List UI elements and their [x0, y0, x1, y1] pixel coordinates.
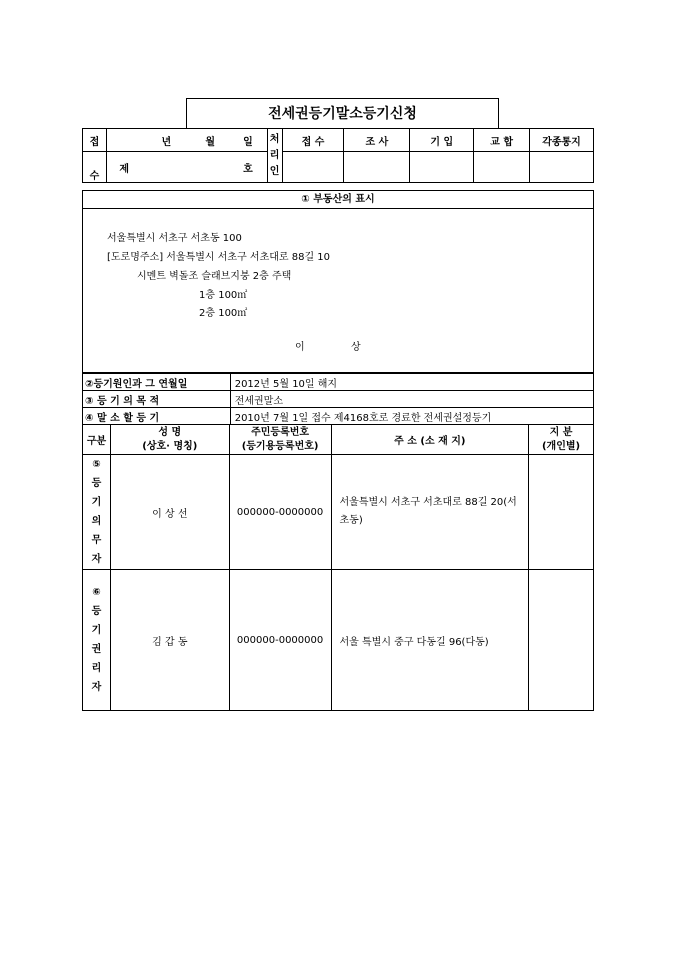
receipt-table [82, 128, 594, 183]
cause-value[interactable]: 2012년 5월 10일 해지 [230, 374, 593, 391]
purpose-label: ③ 등 기 의 목 적 [83, 391, 231, 408]
property-address: 서울특별시 서초구 서초동 100 [107, 233, 242, 244]
date-day-label: 일 [229, 129, 267, 152]
header-category: 구분 [83, 425, 111, 455]
col-inspect: 조 사 [344, 129, 410, 152]
holder-address[interactable]: 서울 특별시 중구 다동길 96(다동) [331, 570, 529, 711]
header-id: 주민등록번호 (등기용등록번호) [229, 425, 331, 455]
obligor-share[interactable] [529, 455, 594, 570]
form-title: 전세권등기말소등기신청 [186, 98, 499, 128]
header-name: 성 명 (상호· 명칭) [110, 425, 229, 455]
holder-name[interactable]: 김 갑 동 [110, 570, 229, 711]
header-share: 지 분 (개인별) [529, 425, 594, 455]
obligor-id[interactable]: 000000-0000000 [229, 455, 331, 570]
col-entry: 기 입 [410, 129, 474, 152]
property-floor-2: 2층 100㎡ [199, 308, 248, 319]
obligor-address[interactable]: 서울특별시 서초구 서초대로 88길 20(서초동) [331, 455, 529, 570]
obligor-name[interactable]: 이 상 선 [110, 455, 229, 570]
property-structure: 시멘트 벽돌조 슬래브지붕 2층 주택 [137, 271, 292, 282]
header-address: 주 소 (소 재 지) [331, 425, 529, 455]
verify-cell[interactable] [474, 152, 530, 183]
inspect-cell[interactable] [344, 152, 410, 183]
receipt-label-bottom: 수 [83, 152, 107, 183]
date-month-label: 월 [191, 129, 229, 152]
col-verify: 교 합 [474, 129, 530, 152]
obligor-role: ⑤ 등 기 의 무 자 [83, 455, 111, 570]
process-label: 처 리 인 [267, 129, 282, 183]
col-notice: 각종통지 [530, 129, 594, 152]
number-suffix-label: 호 [229, 152, 267, 183]
entry-cell[interactable] [410, 152, 474, 183]
cancel-target-label: ④ 말 소 할 등 기 [83, 408, 231, 425]
end-mark-right: 상 [351, 342, 361, 353]
holder-share[interactable] [529, 570, 594, 711]
holder-id[interactable]: 000000-0000000 [229, 570, 331, 711]
holder-role: ⑥ 등 기 권 리 자 [83, 570, 111, 711]
property-section [82, 190, 594, 373]
cancel-target-value[interactable]: 2010년 7월 1일 접수 제4168호로 경료한 전세권설정등기 [230, 408, 593, 425]
receipt-cell[interactable] [282, 152, 344, 183]
date-year-label: 년 [141, 129, 191, 152]
property-floor-1: 1층 100㎡ [199, 290, 248, 301]
property-road-address: [도로명주소] 서울특별시 서초구 서초대로 88길 10 [107, 252, 331, 263]
parties-table [82, 424, 594, 711]
receipt-label-top: 접 [83, 129, 107, 152]
col-receipt: 접 수 [282, 129, 344, 152]
notice-cell[interactable] [530, 152, 594, 183]
end-mark-left: 이 [295, 342, 305, 353]
number-prefix-label: 제 [106, 152, 141, 183]
purpose-value[interactable]: 전세권말소 [230, 391, 593, 408]
cause-label: ②등기원인과 그 연월일 [83, 374, 231, 391]
property-heading: ① 부동산의 표시 [83, 191, 593, 209]
registration-info-table [82, 373, 594, 425]
